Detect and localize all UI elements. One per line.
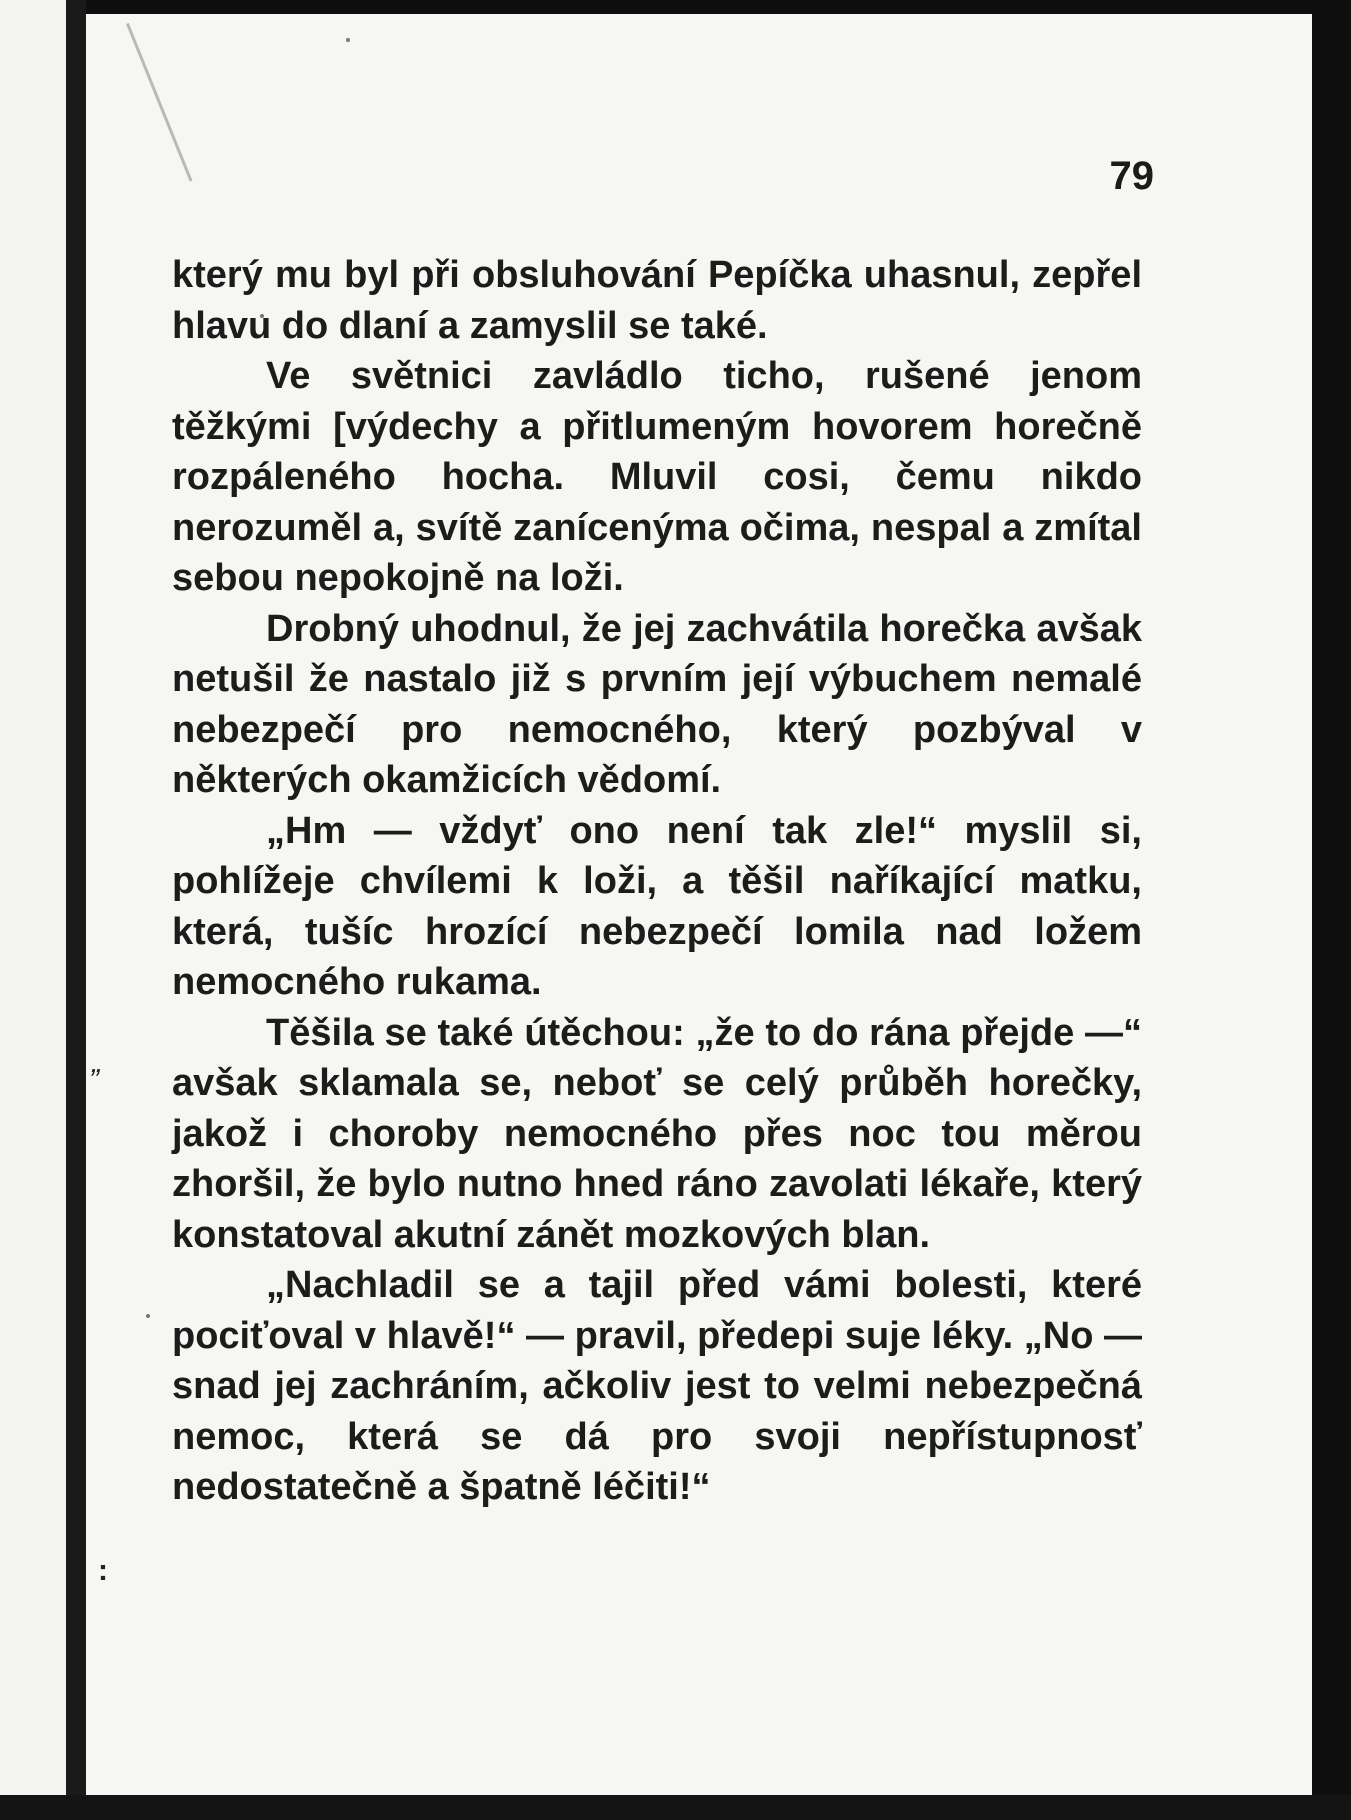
page-number: 79 <box>1109 154 1154 198</box>
paragraph: Ve světnici zavládlo ticho, rušené jenom těžkými [výdechy a přitlumeným hovorem horečně rozpáleného hocha. Mluvil cosi, čemu nikdo nerozuměl a, svítě zanícenýma očima, nespal a zmítal sebou nepokojně na loži. <box>172 355 1142 599</box>
paragraph: Drobný uhodnul, že jej zachvátila horečka avšak netušil že nastalo již s prvním její výbuchem nemalé nebezpečí pro nemocného, který pozbýval v některých okamžicích vědomí. <box>172 607 1142 801</box>
margin-quote-mark: „ <box>92 1046 102 1079</box>
margin-colon-mark: : <box>98 1554 108 1587</box>
ink-speck <box>346 38 350 42</box>
previous-page-edge <box>0 0 66 1795</box>
body-text <box>172 250 1142 1513</box>
paragraph: „Nachladil se a tajil před vámi bolesti, které pociťoval v hlavě!“ — pravil, předepi suje léky. „No — snad jej zachráním, ačkoliv jest to velmi nebezpečná nemoc, která se dá pro svoji nepřístupnosť nedostatečně a špatně léčiti!“ <box>172 1264 1142 1508</box>
book-page <box>86 14 1312 1795</box>
ink-speck <box>146 1314 150 1318</box>
scan-bottom-edge <box>0 1795 1351 1820</box>
paragraph: „Hm — vždyť ono není tak zle!“ myslil si, pohlížeje chvílemi k loži, a těšil naříkající matku, která, tušíc hrozící nebezpečí lomila nad ložem nemocného rukama. <box>172 809 1142 1003</box>
page-crease <box>126 23 192 182</box>
paragraph: který mu byl při obsluhování Pepíčka uhasnul, zepřel hlavu do dlaní a zamyslil se také. <box>172 254 1142 347</box>
paragraph: Těšila se také útěchou: „že to do rána přejde —“ avšak sklamala se, neboť se celý průběh horečky, jakož i choroby nemocného přes noc tou měrou zhoršil, že bylo nutno hned ráno zavolati lékaře, který konstatoval akutní zánět mozkových blan. <box>172 1011 1142 1256</box>
book-gutter <box>66 0 86 1820</box>
